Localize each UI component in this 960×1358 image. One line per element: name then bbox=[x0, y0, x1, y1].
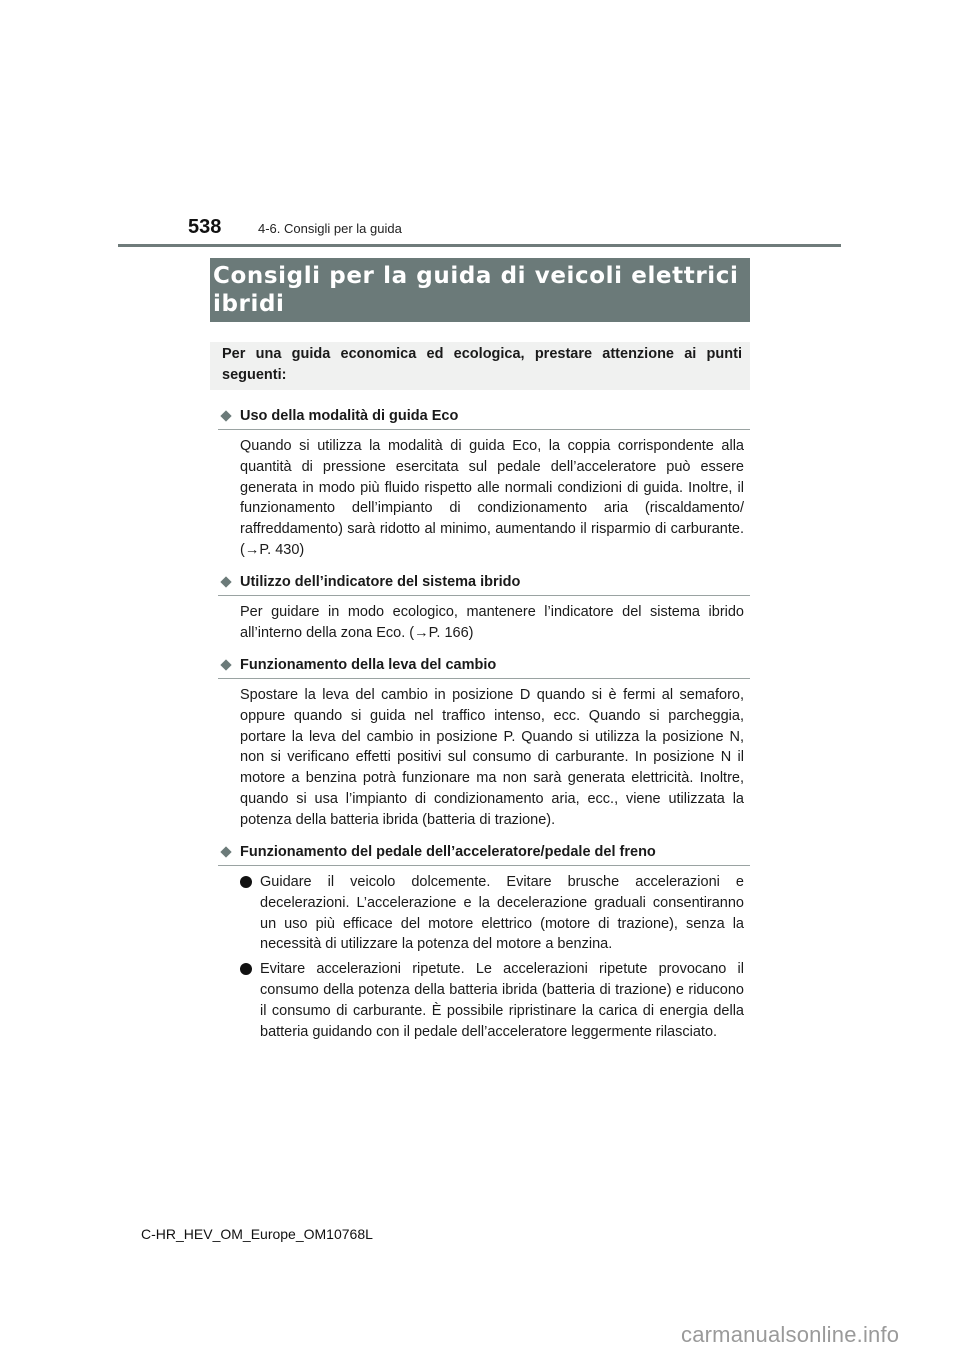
section-heading bbox=[218, 572, 750, 596]
document-id: C-HR_HEV_OM_Europe_OM10768L bbox=[141, 1226, 373, 1242]
section-body: Spostare la leva del cambio in posizione D quando si è fermi al semaforo, oppure quando si guida nel traffico intenso, ecc. Quando si parcheggia, portare la leva del cambio in posizione P. Quando si utilizza la posizione N, non si verificano effetti positivi sul consumo di carburante. In posizione N il motore a benzina potrà funzionare ma non sarà generata elettricità. Inoltre, quando si usa l’impianto di condizionamento aria, ecc., viene utilizzata la potenza della batteria ibrida (batteria di trazione). bbox=[240, 687, 744, 828]
diamond-icon bbox=[220, 659, 231, 670]
intro-box: Per una guida economica ed ecologica, prestare attenzione ai punti seguenti: bbox=[210, 342, 750, 390]
section-hybrid-indicator bbox=[218, 572, 750, 644]
section-shift-lever bbox=[218, 655, 750, 831]
section-eco-mode bbox=[218, 406, 750, 561]
section-heading bbox=[218, 842, 750, 866]
diamond-icon bbox=[220, 410, 231, 421]
section-body: Quando si utilizza la modalità di guida Eco, la coppia corrispondente alla quantità di pressione esercitata sul pedale dell’acceleratore può essere generata in modo più fluido rispetto alle normali condizioni di guida. Inoltre, il funzionamento dell’impianto di condizionamento aria (riscaldamento/ raffreddamento) sarà ridotto al minimo, aumentando il risparmio di carburante. (→P. 430) bbox=[240, 438, 744, 558]
section-heading-text: Funzionamento della leva del cambio bbox=[240, 657, 497, 673]
bullet-icon bbox=[240, 876, 252, 888]
section-heading-text: Funzionamento del pedale dell’acceleratore/pedale del freno bbox=[240, 844, 656, 860]
breadcrumb: 4-6. Consigli per la guida bbox=[258, 221, 402, 236]
diamond-icon bbox=[220, 576, 231, 587]
watermark: carmanualsonline.info bbox=[681, 1322, 900, 1347]
bullet-text: Guidare il veicolo dolcemente. Evitare brusche accelerazioni e decelerazioni. L’accelerazione e la decelerazione graduali consentiranno un uso più efficace del motore elettrico (motore di trazione), senza la necessità di utilizzare la potenza del motore a benzina. bbox=[260, 874, 744, 953]
section-body: Per guidare in modo ecologico, mantenere l’indicatore del sistema ibrido all’interno della zona Eco. (→P. 166) bbox=[240, 604, 744, 641]
section-pedals bbox=[218, 842, 750, 1042]
section-heading bbox=[218, 406, 750, 430]
section-heading-text: Uso della modalità di guida Eco bbox=[240, 408, 459, 424]
page-title: Consigli per la guida di veicoli elettrici ibridi bbox=[213, 263, 739, 317]
title-banner bbox=[210, 258, 750, 322]
bullet-item bbox=[240, 872, 744, 955]
bullet-text: Evitare accelerazioni ripetute. Le accelerazioni ripetute provocano il consumo della potenza della batteria ibrida (batteria di trazione) e riducono il consumo di carburante. È possibile ripristinare la carica di energia della batteria guidando con il pedale dell’acceleratore leggermente rilasciato. bbox=[260, 961, 744, 1040]
bullet-item bbox=[240, 959, 744, 1042]
page-number: 538 bbox=[188, 216, 222, 238]
header-divider bbox=[118, 244, 841, 247]
section-heading-text: Utilizzo dell’indicatore del sistema ibrido bbox=[240, 574, 521, 590]
bullet-icon bbox=[240, 963, 252, 975]
diamond-icon bbox=[220, 846, 231, 857]
section-heading bbox=[218, 655, 750, 679]
